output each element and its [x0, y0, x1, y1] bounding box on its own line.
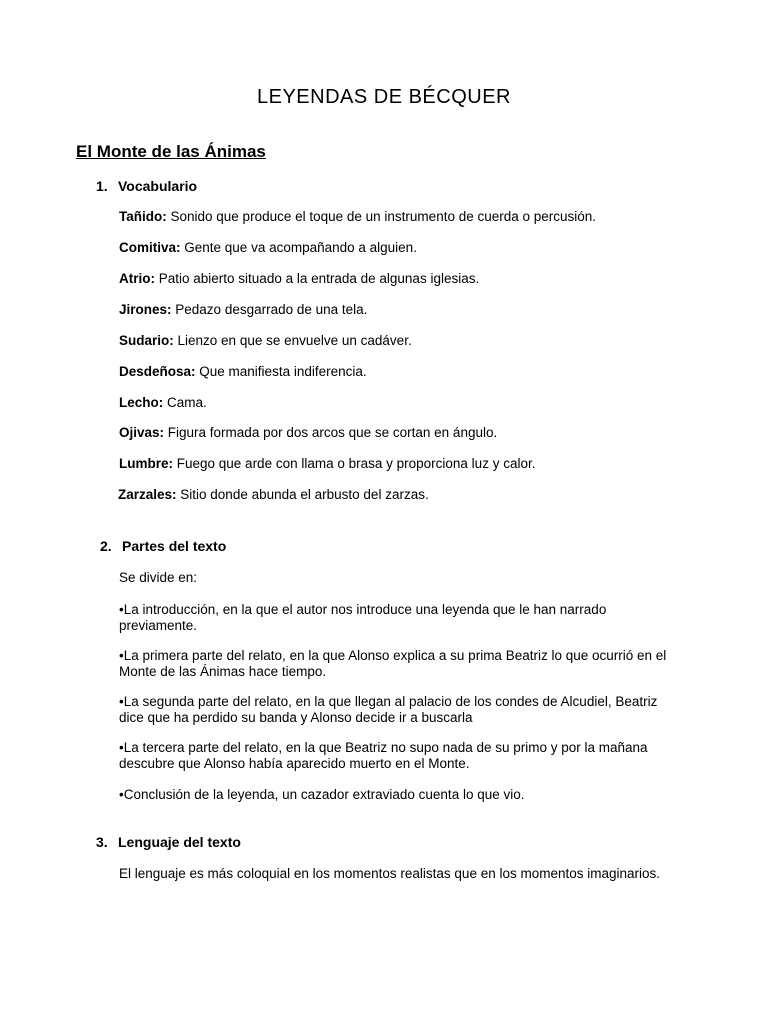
vocab-item	[119, 302, 719, 318]
section-heading-lenguaje	[96, 834, 241, 850]
vocab-term: Lumbre:	[119, 456, 173, 471]
parts-item-line: •La segunda parte del relato, en la que llegan al palacio de los condes de Alcudiel, Beatriz	[119, 694, 658, 709]
parts-item-line: previamente.	[119, 618, 198, 633]
vocab-definition: Sitio donde abunda el arbusto del zarzas.	[176, 487, 429, 502]
vocab-item	[119, 395, 719, 411]
vocab-item	[119, 456, 719, 472]
vocab-definition: Patio abierto situado a la entrada de algunas iglesias.	[155, 271, 480, 286]
parts-item	[119, 602, 719, 634]
vocab-definition: Lienzo en que se envuelve un cadáver.	[173, 333, 412, 348]
parts-item-line: •Conclusión de la leyenda, un cazador extraviado cuenta lo que vio.	[119, 787, 525, 802]
section-title: Lenguaje del texto	[118, 834, 241, 850]
vocab-term: Sudario:	[119, 333, 174, 348]
vocab-item	[119, 364, 719, 380]
parts-item-line: •La primera parte del relato, en la que Alonso explica a su prima Beatriz lo que ocurrió en el	[119, 648, 667, 663]
parts-item-line: dice que ha perdido su banda y Alonso decide ir a buscarla	[119, 710, 473, 725]
vocab-term: Atrio:	[119, 271, 155, 286]
vocab-item	[119, 209, 719, 225]
vocab-definition: Figura formada por dos arcos que se cortan en ángulo.	[164, 425, 498, 440]
parts-item	[119, 787, 719, 803]
section-heading-partes	[100, 538, 226, 554]
vocab-definition: Fuego que arde con llama o brasa y proporciona luz y calor.	[173, 456, 536, 471]
parts-item	[119, 648, 719, 680]
section-title: Partes del texto	[122, 538, 227, 554]
parts-intro: Se divide en:	[119, 570, 198, 585]
section-number: 2.	[100, 538, 112, 554]
vocab-item	[119, 240, 719, 256]
vocab-definition: Gente que va acompañando a alguien.	[180, 240, 417, 255]
vocab-item	[119, 333, 719, 349]
vocab-item	[118, 487, 718, 503]
vocab-definition: Sonido que produce el toque de un instrumento de cuerda o percusión.	[166, 209, 597, 224]
section-number: 1.	[96, 178, 108, 194]
parts-item-line: •La tercera parte del relato, en la que Beatriz no supo nada de su primo y por la mañana	[119, 740, 648, 755]
section-title: Vocabulario	[118, 178, 198, 194]
section-number: 3.	[96, 834, 108, 850]
vocab-term: Desdeñosa:	[119, 364, 196, 379]
parts-item	[119, 740, 719, 772]
parts-item	[119, 694, 719, 726]
document-subtitle: El Monte de las Ánimas	[76, 142, 266, 161]
vocab-term: Tañido:	[119, 209, 167, 224]
section-heading-vocabulario	[96, 178, 197, 194]
parts-item-line: •La introducción, en la que el autor nos introduce una leyenda que le han narrado	[119, 602, 607, 617]
parts-item-line: Monte de las Ánimas hace tiempo.	[119, 664, 327, 679]
vocab-term: Ojivas:	[119, 425, 165, 440]
vocab-definition: Que manifiesta indiferencia.	[195, 364, 367, 379]
vocab-term: Comitiva:	[119, 240, 181, 255]
vocab-term: Jirones:	[119, 302, 172, 317]
vocab-item	[119, 425, 719, 441]
vocab-term: Zarzales:	[118, 487, 177, 502]
vocab-definition: Cama.	[163, 395, 207, 410]
document-title: LEYENDAS DE BÉCQUER	[256, 86, 511, 108]
parts-item-line: descubre que Alonso había aparecido muerto en el Monte.	[119, 756, 470, 771]
vocab-definition: Pedazo desgarrado de una tela.	[171, 302, 368, 317]
language-text: El lenguaje es más coloquial en los momentos realistas que en los momentos imaginarios.	[119, 866, 661, 881]
vocab-item	[119, 271, 719, 287]
vocab-term: Lecho:	[119, 395, 164, 410]
